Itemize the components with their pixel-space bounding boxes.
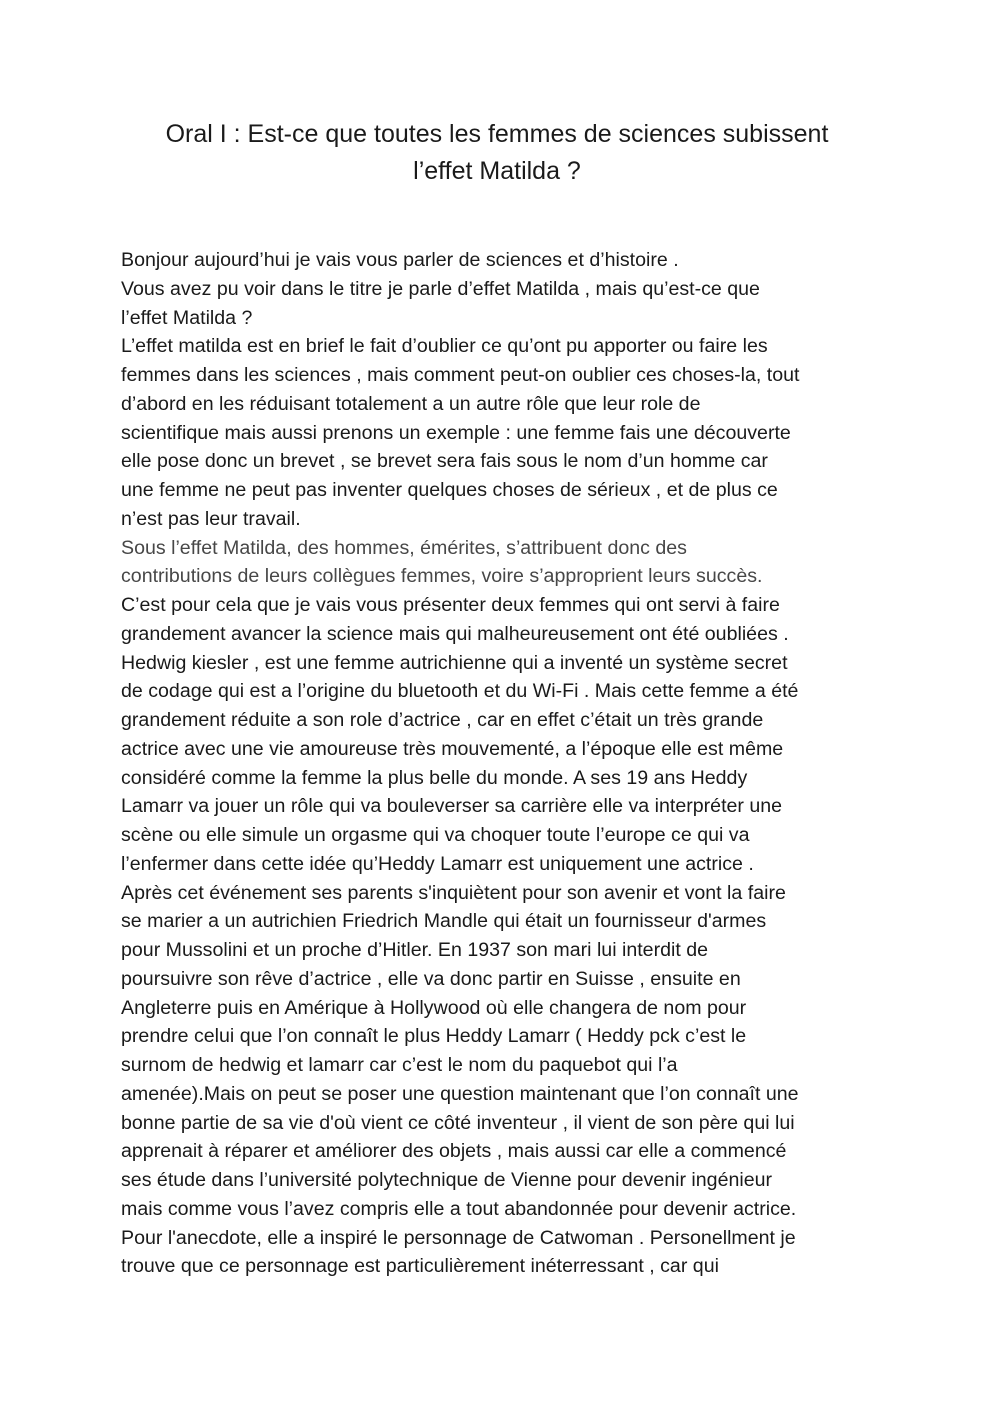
body-text-line: se marier a un autrichien Friedrich Mandle qui était un fournisseur d'armes xyxy=(121,910,767,933)
body-text-line: de codage qui est a l’origine du bluetooth et du Wi-Fi . Mais cette femme a été xyxy=(121,680,799,703)
document-body xyxy=(121,246,901,1281)
body-text-line: Vous avez pu voir dans le titre je parle d’effet Matilda , mais qu’est-ce que xyxy=(121,277,760,300)
body-text-line: C’est pour cela que je vais vous présenter deux femmes qui ont servi à faire xyxy=(121,594,780,616)
body-text-line: l’enfermer dans cette idée qu’Heddy Lamarr est uniquement une actrice . xyxy=(121,852,754,875)
body-text-line: prendre celui que l’on connaît le plus Heddy Lamarr ( Heddy pck c’est le xyxy=(121,1025,747,1048)
body-text-line: scientifique mais aussi prenons un exemple : une femme fais une découverte xyxy=(121,421,791,444)
body-text-line: d’abord en les réduisant totalement a un autre rôle que leur role de xyxy=(121,392,701,415)
body-text-line: scène ou elle simule un orgasme qui va choquer toute l’europe ce qui va xyxy=(121,824,750,846)
body-text-line: une femme ne peut pas inventer quelques choses de sérieux , et de plus ce xyxy=(121,479,778,501)
body-text-line: actrice avec une vie amoureuse très mouvementé, a l’époque elle est même xyxy=(121,737,784,760)
body-text-line: trouve que ce personnage est particulièrement inéterressant , car qui xyxy=(121,1255,719,1278)
document-title xyxy=(100,116,894,190)
body-text-line: l’effet Matilda ? xyxy=(121,306,253,329)
body-text-line: poursuivre son rêve d’actrice , elle va donc partir en Suisse , ensuite en xyxy=(121,967,741,990)
body-text-line: Bonjour aujourd’hui je vais vous parler de sciences et d’histoire . xyxy=(121,249,679,271)
title-line-2: l’effet Matilda ? xyxy=(413,157,581,185)
body-text-line: contributions de leurs collègues femmes, voire s’approprient leurs succès. xyxy=(121,565,763,588)
body-text-line: Lamarr va jouer un rôle qui va bouleverser sa carrière elle va interpréter une xyxy=(121,795,783,818)
body-text-line: apprenait à réparer et améliorer des objets , mais aussi car elle a commencé xyxy=(121,1140,787,1163)
body-text-line: n’est pas leur travail. xyxy=(121,507,301,530)
body-text-line: Angleterre puis en Amérique à Hollywood où elle changera de nom pour xyxy=(121,996,747,1019)
body-text-line: Hedwig kiesler , est une femme autrichienne qui a inventé un système secret xyxy=(121,651,788,674)
body-text-line: L’effet matilda est en brief le fait d’oublier ce qu’ont pu apporter ou faire les xyxy=(121,335,768,358)
body-text-line: grandement avancer la science mais qui malheureusement ont été oubliées . xyxy=(121,622,789,645)
body-text-line: elle pose donc un brevet , se brevet sera fais sous le nom d’un homme car xyxy=(121,450,768,473)
body-text-line: surnom de hedwig et lamarr car c’est le nom du paquebot qui l’a xyxy=(121,1054,678,1076)
body-text-line: Pour l'anecdote, elle a inspiré le personnage de Catwoman . Personellment je xyxy=(121,1226,796,1249)
body-text-line: Sous l’effet Matilda, des hommes, émérites, s’attribuent donc des xyxy=(121,536,687,559)
body-text-line: considéré comme la femme la plus belle du monde. A ses 19 ans Heddy xyxy=(121,766,748,789)
title-line-1: Oral I : Est-ce que toutes les femmes de sciences subissent xyxy=(165,120,829,148)
body-text-line: Après cet événement ses parents s'inquiètent pour son avenir et vont la faire xyxy=(121,881,786,904)
body-text-line: bonne partie de sa vie d'où vient ce côté inventeur , il vient de son père qui lui xyxy=(121,1111,795,1134)
body-text-line: ses étude dans l’université polytechnique de Vienne pour devenir ingénieur xyxy=(121,1169,773,1191)
body-text-line: grandement réduite a son role d’actrice , car en effet c’était un très grande xyxy=(121,709,764,731)
body-text-line: mais comme vous l’avez compris elle a tout abandonnée pour devenir actrice. xyxy=(121,1197,797,1220)
body-text-line: femmes dans les sciences , mais comment peut-on oublier ces choses-la, tout xyxy=(121,364,800,386)
body-text-line: pour Mussolini et un proche d’Hitler. En 1937 son mari lui interdit de xyxy=(121,939,709,961)
body-text-line: amenée).Mais on peut se poser une question maintenant que l’on connaît une xyxy=(121,1082,799,1105)
